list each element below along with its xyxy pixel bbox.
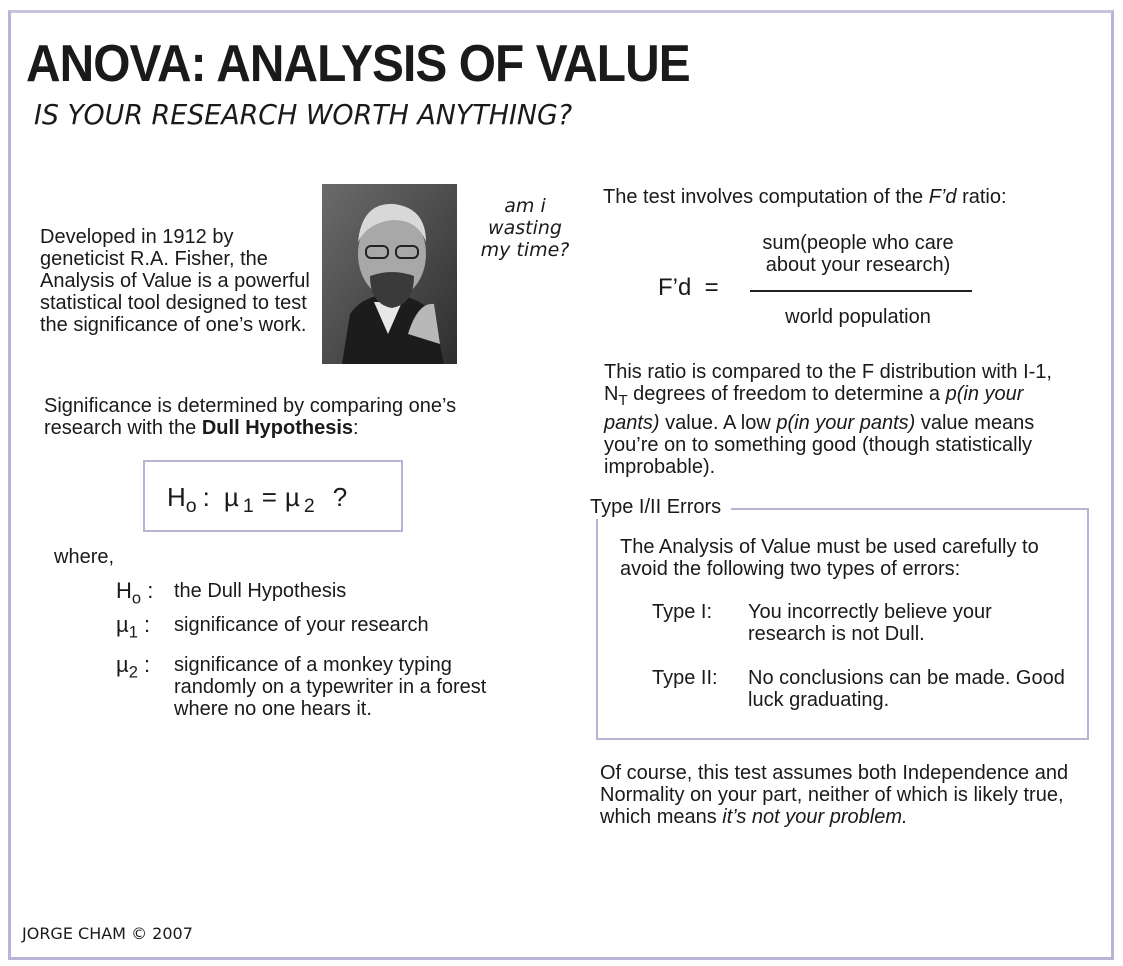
ratio-intro [603, 186, 1007, 208]
mu-symbol: µ [284, 482, 300, 512]
def-subscript: o [131, 589, 142, 608]
fd-term: F’d [928, 186, 957, 208]
question-mark: ? [332, 482, 348, 512]
bubble-line: wasting [488, 217, 562, 239]
def-text: significance of a monkey typing randomly on a typewriter in a forest where no one hears it. [174, 654, 487, 720]
equals-sign: = [261, 482, 277, 512]
type1-description: You incorrectly believe your research is not Dull. [748, 601, 992, 645]
nt-subscript: T [618, 392, 628, 409]
compare-text: value. A low [659, 412, 777, 434]
ratio-numerator: sum(people who care about your research) [762, 232, 954, 276]
def-text: the Dull Hypothesis [174, 580, 347, 602]
type2-description: No conclusions can be made. Good luck graduating. [748, 667, 1065, 711]
def-symbol: µ$_2$ : [116, 652, 151, 682]
p-value-term: p(in your pants) [776, 412, 916, 434]
null-hypothesis-formula [167, 482, 347, 518]
where-label: where, [54, 546, 115, 568]
comic-title: ANOVA: ANALYSIS OF VALUE [26, 35, 690, 93]
closing-punchline: it’s not your problem. [722, 806, 908, 828]
hypothesis-box [143, 460, 403, 532]
def-subscript: 2 [128, 663, 138, 682]
h-subscript: o [185, 495, 197, 518]
closing-paragraph [600, 762, 1090, 828]
comparison-paragraph [604, 361, 1074, 478]
bubble-line: am i [504, 195, 546, 217]
mu-subscript: 1 [242, 495, 254, 518]
mu-symbol: µ [116, 652, 129, 677]
compare-text: degrees of freedom to determine a [627, 383, 946, 405]
h-symbol: H [167, 482, 186, 512]
significance-paragraph [44, 395, 464, 439]
speech-bubble [470, 195, 580, 261]
ratio-lhs: F’d = [658, 274, 719, 301]
def-text: significance of your research [174, 614, 429, 636]
intro-paragraph: Developed in 1912 by geneticist R.A. Fisher, the Analysis of Value is a powerful statistical tool designed to test the significance of one’s work. [40, 226, 310, 336]
type1-label: Type I: [652, 601, 713, 623]
errors-label: Type I/II Errors [588, 496, 731, 519]
def-symbol: $H_o$ : [116, 578, 154, 608]
compare-text: This ratio is compared to the F distribution with I-1, N [604, 361, 1052, 405]
fisher-portrait-image [322, 184, 457, 364]
h-symbol: H [116, 578, 132, 603]
def-symbol: µ$_1$ : [116, 612, 151, 642]
def-subscript: 1 [128, 623, 138, 642]
significance-end: : [353, 417, 359, 439]
type2-label: Type II: [652, 667, 718, 689]
mu-symbol: µ [116, 612, 129, 637]
ratio-denominator: world population [785, 306, 931, 328]
formula-colon: : [202, 482, 210, 512]
fraction-bar [750, 290, 972, 292]
mu-symbol: µ [223, 482, 239, 512]
ratio-intro-text: The test involves computation of the [603, 186, 929, 208]
significance-text: Significance is determined by comparing one’s research with the [44, 395, 457, 439]
p-value-term: p(in your pants) [604, 383, 1024, 434]
author-credit: JORGE CHAM © 2007 [22, 924, 193, 943]
ratio-intro-end: ratio: [956, 186, 1007, 208]
compare-text: value means you’re on to something good (though statistically improbable). [604, 412, 1035, 478]
bubble-line: my time? [480, 239, 570, 261]
errors-intro: The Analysis of Value must be used carefully to avoid the following two types of errors: [620, 536, 1039, 580]
comic-subtitle: IS YOUR RESEARCH WORTH ANYTHING? [34, 98, 573, 131]
mu-subscript: 2 [303, 495, 315, 518]
dull-hypothesis-term: Dull Hypothesis [201, 417, 353, 439]
closing-text: Of course, this test assumes both Independence and Normality on your part, neither of which is likely true, which means [600, 762, 1069, 828]
